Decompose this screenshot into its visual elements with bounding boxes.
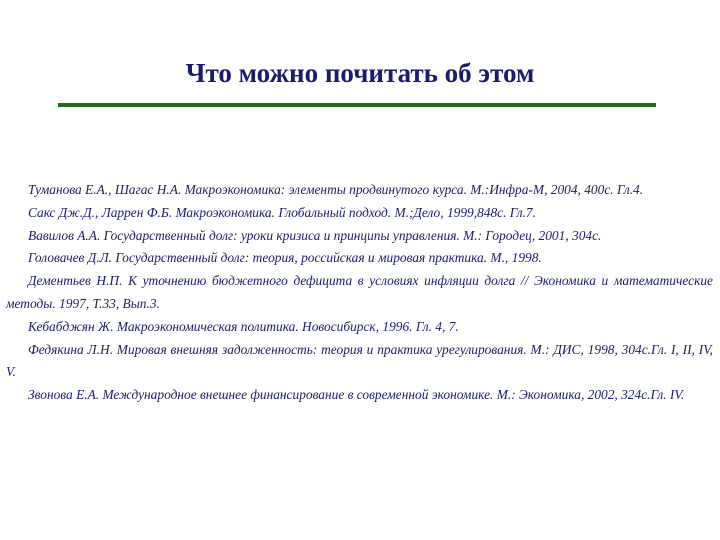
reference-item: Сакс Дж.Д., Ларрен Ф.Б. Макроэкономика. Глобальный подход. М.;Дело, 1999,848с. Гл.7.: [28, 204, 536, 220]
reference-list: [6, 179, 713, 407]
title-divider: [58, 103, 656, 107]
reference-item: Туманова Е.А., Шагас Н.А. Макроэкономика: элементы продвинутого курса. М.:Инфра-М, 2004, 400с. Гл.4.: [28, 182, 644, 197]
reference-item: Вавилов А.А. Государственный долг: уроки кризиса и принципы управления. М.: Городец, 2001, 304с.: [28, 227, 602, 243]
reference-item: Звонова Е.А. Международное внешнее финансирование в современной экономике. М.: Экономика, 2002, 324с.Гл. IV.: [28, 387, 685, 403]
reference-item: Кебабджян Ж. Макроэкономическая политика. Новосибирск, 1996. Гл. 4, 7.: [28, 318, 459, 334]
reference-item: Головачев Д.Л. Государственный долг: теория, российская и мировая практика. М., 1998.: [28, 250, 542, 266]
reference-item: Дементьев Н.П. К уточнению бюджетного дефицита в условиях инфляции долга // Экономика и математические методы. 1997, Т.33, Вып.3.: [6, 273, 713, 311]
slide-title: Что можно почитать об этом: [185, 58, 535, 88]
reference-item: Федякина Л.Н. Мировая внешняя задолженность: теория и практика урегулирования. М.: ДИС, 1998, 304с.Гл. I, II, IV, V.: [6, 341, 713, 380]
